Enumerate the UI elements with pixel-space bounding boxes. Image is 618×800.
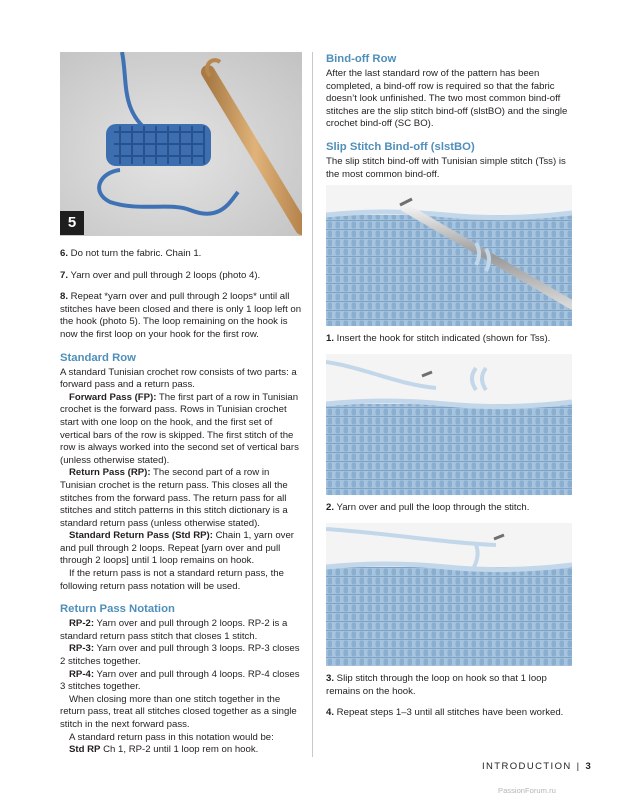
return-pass-note: If the return pass is not a standard return pass, the following return pass notation will be used. xyxy=(60,568,284,592)
step-7: 7. Yarn over and pull through 2 loops (photo 4). xyxy=(60,269,261,281)
standard-row-intro: A standard Tunisian crochet row consists of two parts: a forward pass and a return pass. xyxy=(60,366,297,391)
step-8: 8. Repeat *yarn over and pull through 2 loops* until all stitches have been closed and there is only 1 loop left on the hook (photo 5). The loop remaining on the hook is now the first loop on your hook for the first row. xyxy=(60,291,302,340)
photo-5 xyxy=(60,52,302,236)
caption-step-3: 3. Slip stitch through the loop on hook so that 1 loop remains on the hook. xyxy=(326,673,547,697)
step-4: 4. Repeat steps 1–3 until all stitches have been worked. xyxy=(326,707,564,718)
notation-example: Std RP Ch 1, RP-2 until 1 loop rem on hook. xyxy=(69,744,259,756)
notation-example-intro: A standard return pass in this notation would be: xyxy=(69,731,274,743)
section-label: INTRODUCTION xyxy=(482,761,572,772)
column-divider xyxy=(312,52,313,757)
bind-off-row-heading: Bind-off Row xyxy=(326,53,397,65)
bind-off-row-text: After the last standard row of the pattern has been completed, a bind-off row is required so that the fabric doesn’t look unfinished. The two most common bind-off stitches are the slip stitch bind-off (slstBO) and the single crochet bind-off (SC BO). xyxy=(326,68,568,130)
return-pass-notation-heading: Return Pass Notation xyxy=(60,603,175,616)
return-pass-definition: Return Pass (RP): The second part of a row in Tunisian crochet is the return pass. This closes all the stitches from the forward pass. The return pass for all stitches and stitch patterns in this stitch dictionary is a standard return pass (unless otherwise stated). xyxy=(60,467,288,529)
page-number: 3 xyxy=(585,761,591,772)
watermark: PassionForum.ru xyxy=(498,786,556,795)
step-6: 6. Do not turn the fabric. Chain 1. xyxy=(60,248,202,259)
photo-number-badge: 5 xyxy=(60,211,84,235)
slip-stitch-bind-off-text: The slip stitch bind-off with Tunisian simple stitch (Tss) is the most common bind-off. xyxy=(326,155,566,180)
page-footer xyxy=(482,761,591,772)
photo-step-3 xyxy=(326,523,572,666)
slip-stitch-bind-off-heading: Slip Stitch Bind-off (slstBO) xyxy=(326,140,475,153)
caption-step-1: 1. Insert the hook for stitch indicated (shown for Tss). xyxy=(326,333,551,344)
footer-separator: | xyxy=(576,761,581,772)
standard-row-heading: Standard Row xyxy=(60,351,136,364)
left-column xyxy=(60,248,302,757)
forward-pass-definition: Forward Pass (FP): The first part of a row in Tunisian crochet is the forward pass. Rows in Tunisian crochet start with one loop on the hook, and the first set of vertical bars of the row is skipped. The first stitch of the row is always worked into the second set of vertical bars (unless otherwise stated). xyxy=(60,391,299,466)
right-column-intro xyxy=(326,52,572,181)
photo-step-2 xyxy=(326,354,572,495)
caption-step-2: 2. Yarn over and pull the loop through the stitch. xyxy=(326,502,530,513)
closing-multiple-note: When closing more than one stitch together in the return pass, treat all stitches closed together as a single stitch in the next forward pass. xyxy=(60,693,297,730)
standard-return-pass-definition: Standard Return Pass (Std RP): Chain 1, yarn over and pull through 2 loops. Repeat [yarn over and pull through 2 loops] until 1 loop remains on hook. xyxy=(60,530,294,567)
rp3-definition: RP-3: Yarn over and pull through 3 loops. RP-3 closes 2 stitches together. xyxy=(60,643,300,668)
rp4-definition: RP-4: Yarn over and pull through 4 loops. RP-4 closes 3 stitches together. xyxy=(60,668,300,693)
photo-step-1 xyxy=(326,185,572,326)
rp2-definition: RP-2: Yarn over and pull through 2 loops. RP-2 is a standard return pass stitch that closes 1 stitch. xyxy=(60,618,288,642)
